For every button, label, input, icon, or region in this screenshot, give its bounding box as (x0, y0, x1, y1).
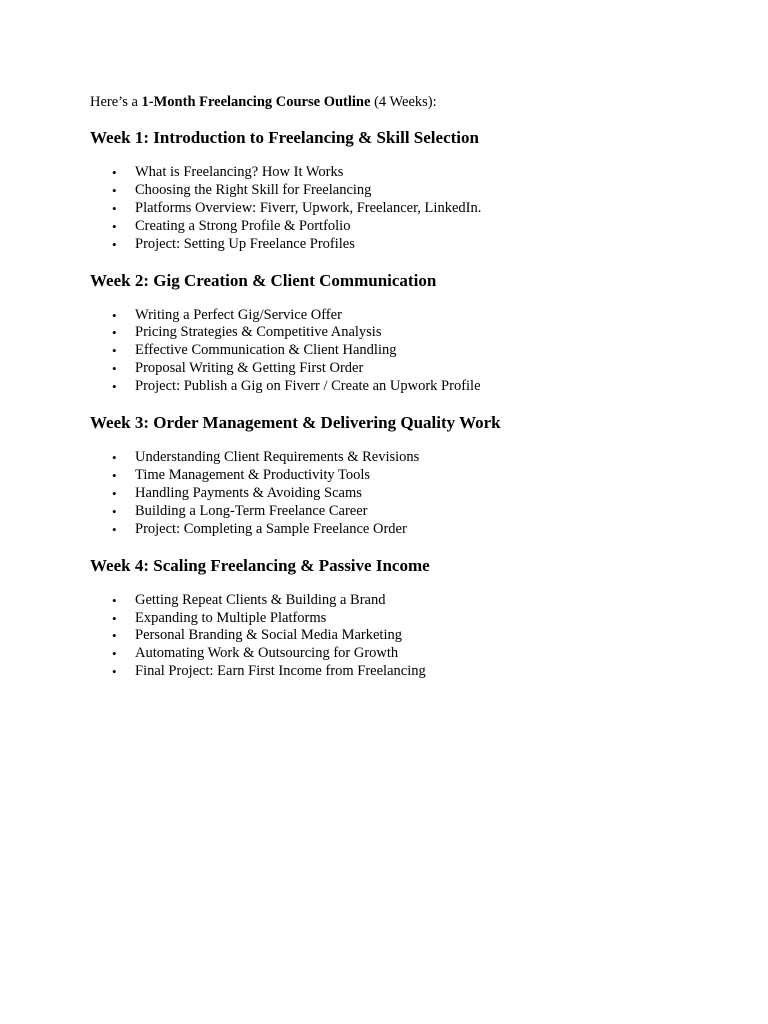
list-item (90, 503, 710, 521)
list-item-text: Expanding to Multiple Platforms (135, 609, 327, 626)
list-item (90, 592, 710, 610)
week-heading: Week 4: Scaling Freelancing & Passive Income (90, 555, 430, 575)
bullet-icon: • (112, 236, 117, 252)
list-item-text: Effective Communication & Client Handling (135, 342, 397, 359)
list-item-text: Project: Publish a Gig on Fiverr / Create an Upwork Profile (135, 378, 481, 395)
document-body (90, 93, 710, 697)
list-item-text: Personal Branding & Social Media Marketing (135, 627, 402, 644)
list-item (90, 485, 710, 503)
list-item (90, 467, 710, 485)
bullet-icon: • (112, 361, 117, 377)
list-item (90, 449, 710, 467)
list-item-text: What is Freelancing? How It Works (135, 164, 344, 180)
bullet-icon: • (112, 218, 117, 234)
list-item (90, 521, 710, 539)
list-item (90, 307, 710, 325)
list-item (90, 182, 710, 200)
intro-paragraph (90, 93, 710, 111)
list-item (90, 164, 710, 182)
bullet-icon: • (112, 521, 117, 537)
list-item (90, 378, 710, 396)
list-item (90, 324, 710, 342)
list-item-text: Choosing the Right Skill for Freelancing (135, 181, 372, 198)
list-item (90, 663, 710, 681)
bullet-icon: • (112, 343, 117, 359)
list-item-text: Writing a Perfect Gig/Service Offer (135, 306, 342, 323)
bullet-icon: • (112, 379, 117, 395)
week-section-1 (90, 127, 710, 254)
list-item-text: Understanding Client Requirements & Revisions (135, 449, 420, 466)
list-item (90, 360, 710, 378)
week-heading: Week 2: Gig Creation & Client Communication (90, 270, 437, 290)
list-item-text: Final Project: Earn First Income from Freelancing (135, 663, 426, 680)
list-item-text: Proposal Writing & Getting First Order (135, 360, 364, 377)
week-topic-list (90, 449, 710, 539)
list-item-text: Creating a Strong Profile & Portfolio (135, 217, 351, 234)
list-item-text: Automating Work & Outsourcing for Growth (135, 645, 399, 662)
bullet-icon: • (112, 467, 117, 483)
week-topic-list (90, 592, 710, 682)
bullet-icon: • (112, 200, 117, 216)
list-item (90, 200, 710, 218)
intro-prefix: Here’s a (90, 94, 142, 110)
bullet-icon: • (112, 485, 117, 501)
list-item (90, 236, 710, 254)
bullet-icon: • (112, 592, 117, 608)
week-heading: Week 3: Order Management & Delivering Quality Work (90, 413, 501, 433)
list-item-text: Project: Setting Up Freelance Profiles (135, 235, 355, 252)
week-heading: Week 1: Introduction to Freelancing & Skill Selection (90, 128, 479, 147)
bullet-icon: • (112, 182, 117, 198)
intro-bold-title: 1-Month Freelancing Course Outline (141, 94, 371, 110)
list-item (90, 610, 710, 628)
bullet-icon: • (112, 450, 117, 466)
week-topic-list (90, 164, 710, 254)
week-section-3 (90, 412, 710, 539)
list-item (90, 218, 710, 236)
list-item (90, 627, 710, 645)
list-item-text: Building a Long-Term Freelance Career (135, 502, 368, 519)
week-section-2 (90, 270, 710, 397)
week-section-4 (90, 555, 710, 682)
bullet-icon: • (112, 646, 117, 662)
bullet-icon: • (112, 307, 117, 323)
list-item-text: Project: Completing a Sample Freelance Order (135, 520, 407, 537)
bullet-icon: • (112, 325, 117, 341)
list-item (90, 645, 710, 663)
bullet-icon: • (112, 503, 117, 519)
intro-suffix: (4 Weeks): (370, 94, 437, 110)
bullet-icon: • (112, 628, 117, 644)
bullet-icon: • (112, 610, 117, 626)
list-item-text: Platforms Overview: Fiverr, Upwork, Freelancer, LinkedIn. (135, 199, 482, 216)
list-item (90, 342, 710, 360)
list-item-text: Pricing Strategies & Competitive Analysis (135, 324, 382, 341)
list-item-text: Handling Payments & Avoiding Scams (135, 484, 362, 501)
week-topic-list (90, 307, 710, 397)
bullet-icon: • (112, 664, 117, 680)
bullet-icon: • (112, 165, 117, 180)
list-item-text: Time Management & Productivity Tools (135, 466, 371, 483)
list-item-text: Getting Repeat Clients & Building a Brand (135, 591, 386, 608)
